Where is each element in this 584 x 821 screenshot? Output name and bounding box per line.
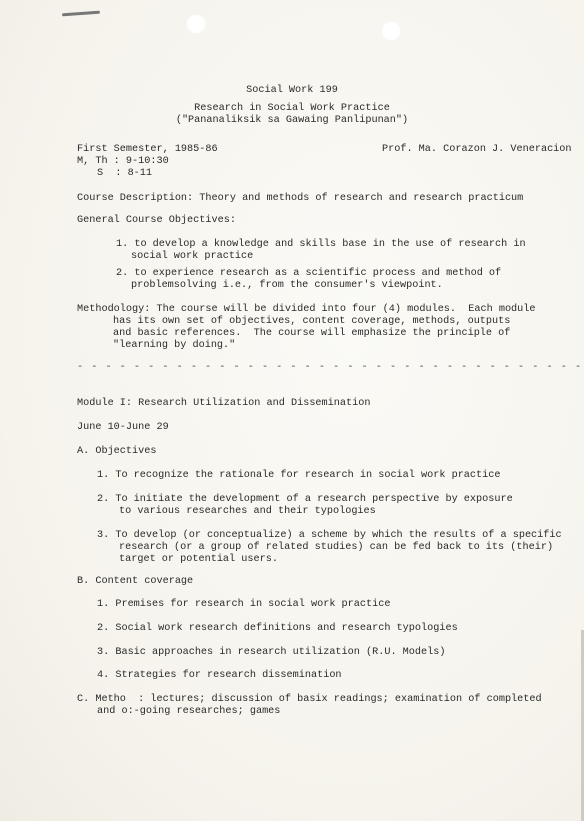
methodology-line4: "learning by doing."	[113, 340, 236, 351]
professor: Prof. Ma. Corazon J. Veneracion	[382, 144, 572, 155]
course-subtitle: ("Pananaliksik sa Gawaing Panlipunan")	[175, 115, 409, 126]
ink-mark	[62, 11, 100, 17]
section-divider: - - - - - - - - - - - - - - - - - - - - - - - - - - - - - - - - - - - -	[77, 362, 583, 373]
objective-1-line1: 1. to develop a knowledge and skills base in the use of research in	[116, 239, 526, 250]
content-item-2: 2. Social work research definitions and research typologies	[97, 623, 458, 634]
semester: First Semester, 1985-86	[77, 144, 218, 155]
punch-hole-left	[186, 14, 206, 34]
module-dates: June 10-June 29	[77, 422, 169, 433]
course-description: Course Description: Theory and methods of research and research practicum	[77, 193, 524, 204]
punch-hole-right	[381, 21, 401, 41]
schedule-days-1: M, Th : 9-10:30	[77, 156, 169, 167]
module-objective-3-line3: target or potential users.	[119, 554, 278, 565]
schedule-days-2: S : 8-11	[97, 168, 153, 179]
course-title: Research in Social Work Practice	[194, 103, 390, 114]
course-code: Social Work 199	[246, 85, 338, 96]
objective-2-line1: 2. to experience research as a scientific process and method of	[116, 268, 502, 279]
module-objective-2-line1: 2. To initiate the development of a research perspective by exposure	[97, 494, 513, 505]
content-item-4: 4. Strategies for research dissemination	[97, 670, 342, 681]
module-objective-2-line2: to various researches and their typologies	[119, 506, 376, 517]
module-objective-1: 1. To recognize the rationale for research in social work practice	[97, 470, 501, 481]
objective-2-line2: problemsolving i.e., from the consumer's viewpoint.	[131, 280, 443, 291]
methodology-line1: Methodology: The course will be divided into four (4) modules. Each module	[77, 304, 536, 315]
content-item-1: 1. Premises for research in social work practice	[97, 599, 391, 610]
content-item-3: 3. Basic approaches in research utilization (R.U. Models)	[97, 647, 446, 658]
module-title: Module I: Research Utilization and Dissemination	[77, 398, 371, 409]
methodology-line3: and basic references. The course will emphasize the principle of	[113, 328, 511, 339]
module-objective-3-line2: research (or a group of related studies) can be fed back to its (their)	[119, 542, 554, 553]
methodology-line2: has its own set of objectives, content coverage, methods, outputs	[113, 316, 511, 327]
general-objectives-heading: General Course Objectives:	[77, 215, 236, 226]
objectives-heading: A. Objectives	[77, 446, 157, 457]
objective-1-line2: social work practice	[131, 251, 254, 262]
content-heading: B. Content coverage	[77, 576, 194, 587]
module-objective-3-line1: 3. To develop (or conceptualize) a scheme by which the results of a specific	[97, 530, 562, 541]
methods-line2: and o:-going researches; games	[97, 706, 281, 717]
methods-line1: C. Metho : lectures; discussion of basix readings; examination of completed	[77, 694, 542, 705]
